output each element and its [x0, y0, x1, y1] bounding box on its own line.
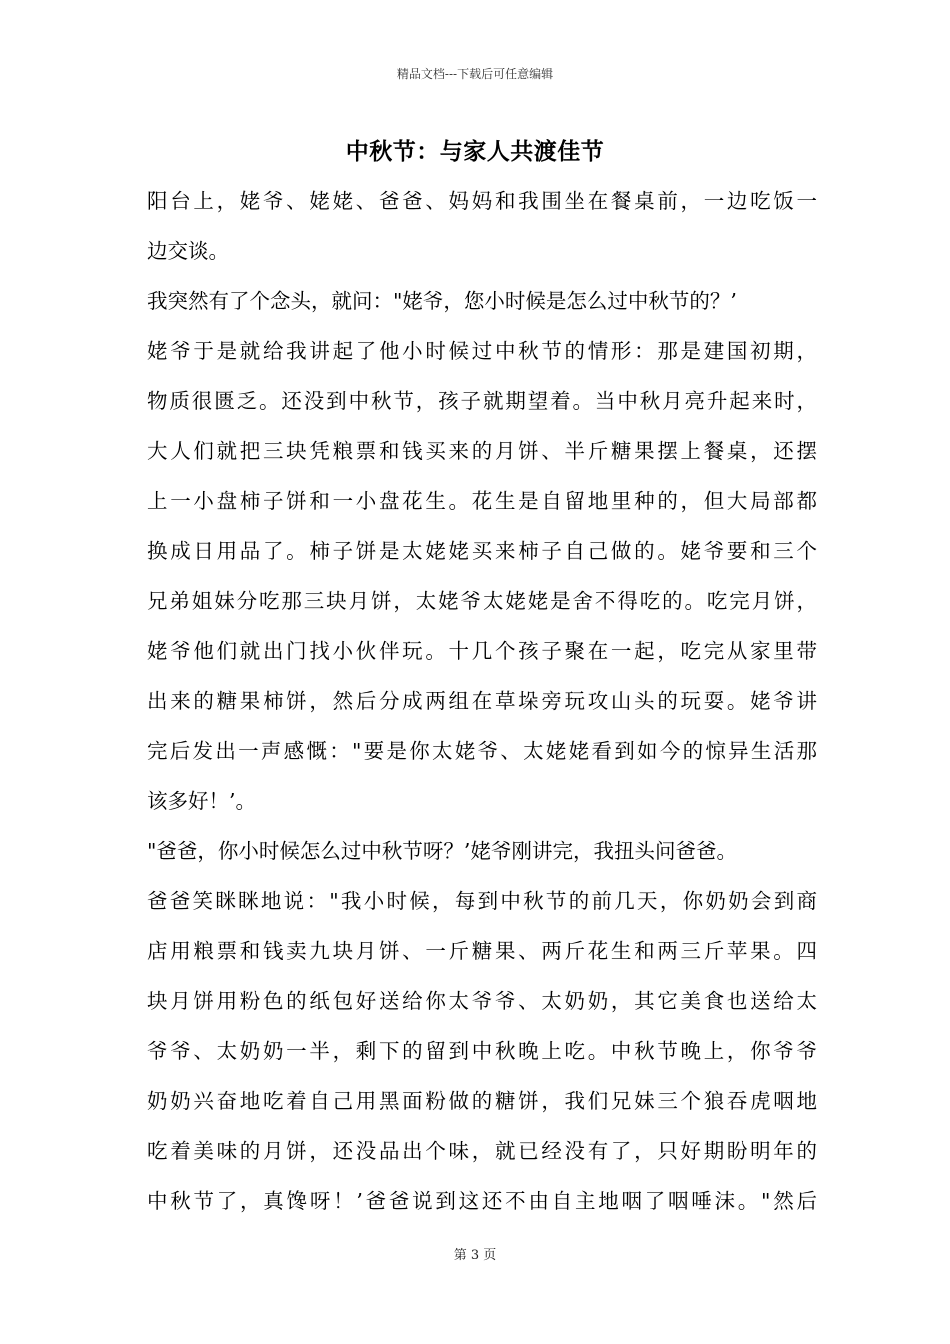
body-line: 姥爷于是就给我讲起了他小时候过中秋节的情形：那是建国初期， — [147, 339, 817, 363]
page-header: 精品文档---下载后可任意编辑 — [396, 67, 554, 81]
body-line: 边交谈。 — [147, 239, 229, 263]
body-line: 爸爸笑眯眯地说："我小时候，每到中秋节的前几天，你奶奶会到商 — [147, 889, 817, 913]
body-line: 我突然有了个念头，就问："姥爷，您小时候是怎么过中秋节的？’ — [147, 289, 737, 313]
body-line: 块月饼用粉色的纸包好送给你太爷爷、太奶奶，其它美食也送给太 — [147, 989, 817, 1013]
body-line: "爸爸，你小时候怎么过中秋节呀？’姥爷刚讲完，我扭头问爸爸。 — [147, 839, 737, 863]
body-line: 姥爷他们就出门找小伙伴玩。十几个孩子聚在一起，吃完从家里带 — [147, 639, 817, 663]
body-line: 奶奶兴奋地吃着自己用黑面粉做的糖饼，我们兄妹三个狼吞虎咽地 — [147, 1089, 817, 1113]
body-line: 换成日用品了。柿子饼是太姥姥买来柿子自己做的。姥爷要和三个 — [147, 539, 817, 563]
body-line: 该多好！’。 — [147, 789, 257, 813]
document-title: 中秋节：与家人共渡佳节 — [345, 138, 605, 165]
body-line: 爷爷、太奶奶一半，剩下的留到中秋晚上吃。中秋节晚上，你爷爷 — [147, 1039, 817, 1063]
document-body — [147, 183, 817, 1233]
page-number: 第 3 页 — [453, 1248, 497, 1263]
body-line: 上一小盘柿子饼和一小盘花生。花生是自留地里种的，但大局部都 — [147, 489, 817, 513]
body-line: 兄弟姐妹分吃那三块月饼，太姥爷太姥姥是舍不得吃的。吃完月饼， — [147, 589, 817, 613]
body-line: 物质很匮乏。还没到中秋节，孩子就期望着。当中秋月亮升起来时， — [147, 389, 817, 413]
body-line: 吃着美味的月饼，还没品出个味，就已经没有了，只好期盼明年的 — [147, 1139, 817, 1163]
body-line: 完后发出一声感慨："要是你太姥爷、太姥姥看到如今的惊异生活那 — [147, 739, 817, 763]
body-line: 中秋节了，真馋呀！’爸爸说到这还不由自主地咽了咽唾沫。"然后 — [147, 1189, 817, 1213]
body-line: 阳台上，姥爷、姥姥、爸爸、妈妈和我围坐在餐桌前，一边吃饭一 — [147, 189, 817, 213]
body-line: 出来的糖果柿饼，然后分成两组在草垛旁玩攻山头的玩耍。姥爷讲 — [147, 689, 817, 713]
body-line: 大人们就把三块凭粮票和钱买来的月饼、半斤糖果摆上餐桌，还摆 — [147, 439, 817, 463]
body-line: 店用粮票和钱卖九块月饼、一斤糖果、两斤花生和两三斤苹果。四 — [147, 939, 817, 963]
